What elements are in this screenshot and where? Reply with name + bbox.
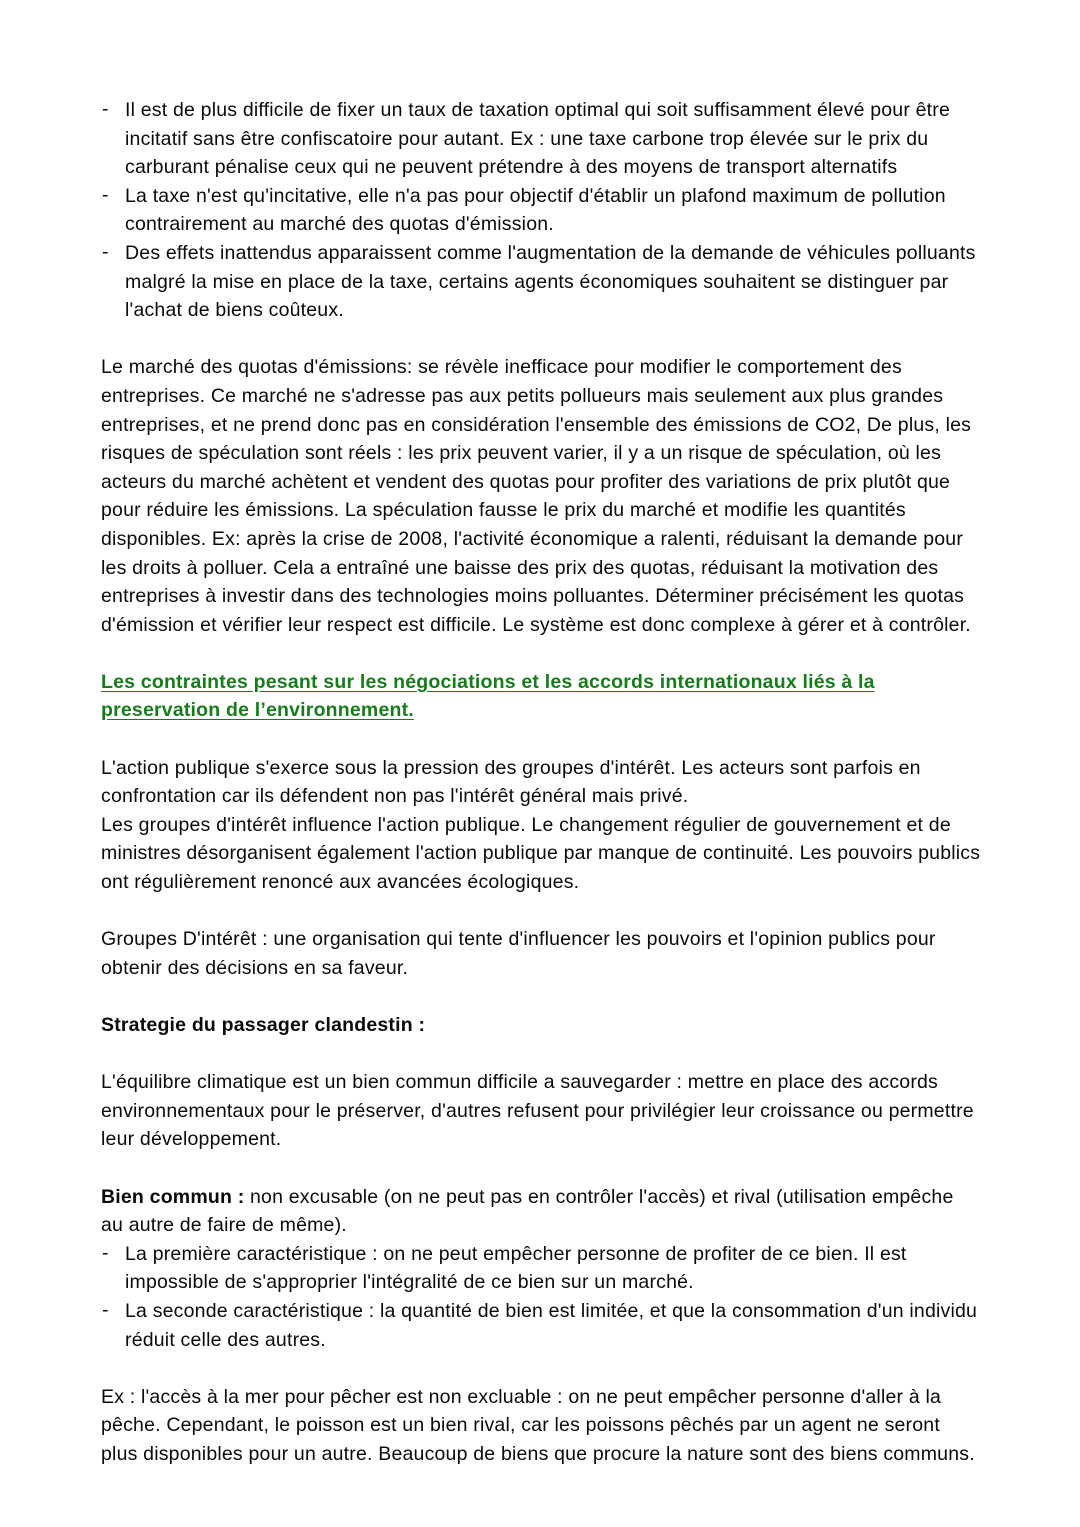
- spacer: [101, 1040, 981, 1069]
- document-body: [101, 96, 981, 1469]
- bullet-dash-icon: -: [102, 1298, 109, 1321]
- spacer: [101, 1154, 981, 1183]
- paragraph-action-publique: L'action publique s'exerce sous la pression des groupes d'intérêt. Les acteurs sont parfois en confrontation car ils défendent non pas l'intérêt général mais privé.: [101, 756, 921, 808]
- bullet-dash-icon: -: [102, 98, 109, 120]
- list-item: [101, 182, 981, 239]
- list-item: [101, 1240, 981, 1297]
- bullet-dash-icon: -: [102, 1241, 109, 1264]
- section-heading-strategie-passager-clandestin: Strategie du passager clandestin :: [101, 1014, 426, 1036]
- list-item-text: La taxe n'est qu'incitative, elle n'a pas pour objectif d'établir un plafond maximum de pollution contrairement au marché des quotas d'émission.: [125, 184, 946, 236]
- paragraph-bien-commun: [101, 1183, 981, 1240]
- paragraph-quotas-emissions: Le marché des quotas d'émissions: se révèle inefficace pour modifier le comportement des entreprises. Ce marché ne s'adresse pas aux petits pollueurs mais seulement aux plus grandes entreprises, et ne prend donc pas en considération l'ensemble des émissions de CO2, De plus, les risques de spéculation sont réels : les prix peuvent varier, il y a un risque de spéculation, où les acteurs du marché achètent et vendent des quotas pour profiter des variations de prix plutôt que pour réduire les émissions. La spéculation fausse le prix du marché et modifie les quantités disponibles. Ex: après la crise de 2008, l'activité économique a ralenti, réduisant la demande pour les droits à polluer. Cela a entraîné une baisse des prix des quotas, réduisant la motivation des entreprises à investir dans des technologies moins polluantes. Déterminer précisément les quotas d'émission et vérifier leur respect est difficile. Le système est donc complexe à gérer et à contrôler.: [101, 356, 972, 636]
- paragraph-definition-groupes-interet: Groupes D'intérêt : une organisation qui tente d'influencer les pouvoirs et l'opinion publics pour obtenir des décisions en sa faveur.: [101, 928, 936, 979]
- bullet-list-taxation: [101, 96, 981, 325]
- bullet-dash-icon: -: [102, 240, 109, 263]
- list-item-text: Il est de plus difficile de fixer un taux de taxation optimal qui soit suffisamment élevé pour être incitatif sans être confiscatoire pour autant. Ex : une taxe carbone trop élevée sur le prix du carburant pénalise ceux qui ne peuvent prétendre à des moyens de transport alternatifs: [125, 99, 951, 179]
- list-item-text: Des effets inattendus apparaissent comme l'augmentation de la demande de véhicules polluants malgré la mise en place de la taxe, certains agents économiques souhaitent se distinguer par l'achat de biens coûteux.: [125, 241, 976, 322]
- spacer: [101, 325, 981, 354]
- spacer: [101, 897, 981, 926]
- list-item-text: La seconde caractéristique : la quantité de bien est limitée, et que la consommation d'un individu réduit celle des autres.: [125, 1299, 978, 1351]
- bien-commun-text: non excusable (on ne peut pas en contrôler l'accès) et rival (utilisation empêche au autre de faire de même).: [101, 1185, 954, 1237]
- bullet-dash-icon: -: [102, 183, 109, 206]
- paragraph-exemple-mer-peche: Ex : l'accès à la mer pour pêcher est non excluable : on ne peut empêcher personne d'aller à la pêche. Cependant, le poisson est un bien rival, car les poissons pêchés par un agent ne seront plus disponibles pour un autre. Beaucoup de biens que procure la nature sont des biens communs.: [101, 1385, 975, 1465]
- section-heading-negociations-internationales: Les contraintes pesant sur les négociations et les accords internationaux liés à la preservation de l’environnement.: [101, 670, 875, 722]
- list-item-text: La première caractéristique : on ne peut empêcher personne de profiter de ce bien. Il est impossible de s'approprier l'intégralité de ce bien sur un marché.: [125, 1242, 907, 1294]
- list-item: [101, 96, 981, 182]
- bullet-list-caracteristiques: [101, 1240, 981, 1354]
- paragraph-groupes-influence: Les groupes d'intérêt influence l'action publique. Le changement régulier de gouvernement et de ministres désorganisent également l'action publique par manque de continuité. Les pouvoirs publics ont régulièrement renoncé aux avancées écologiques.: [101, 813, 981, 894]
- paragraph-equilibre-climatique: L'équilibre climatique est un bien commun difficile a sauvegarder : mettre en place des accords environnementaux pour le préserver, d'autres refusent pour privilégier leur croissance ou permettre leur développement.: [101, 1071, 974, 1151]
- spacer: [101, 982, 981, 1011]
- spacer: [101, 1354, 981, 1383]
- list-item: [101, 1297, 981, 1354]
- list-item: [101, 239, 981, 325]
- spacer: [101, 725, 981, 754]
- spacer: [101, 639, 981, 668]
- bien-commun-label: Bien commun :: [101, 1185, 245, 1208]
